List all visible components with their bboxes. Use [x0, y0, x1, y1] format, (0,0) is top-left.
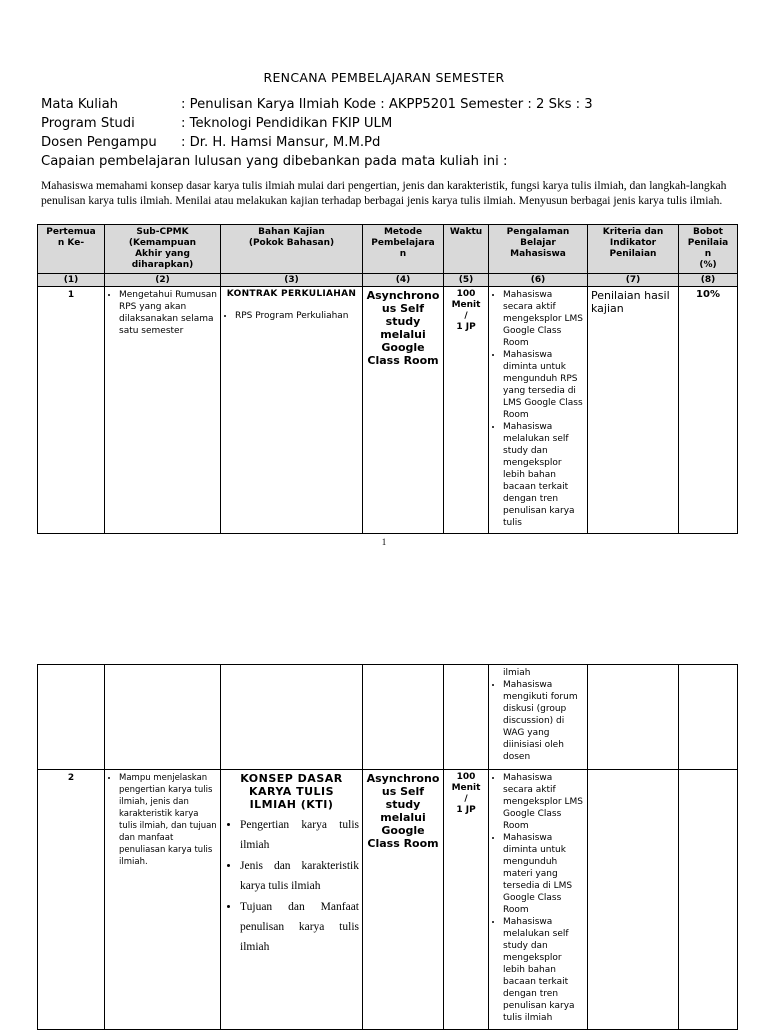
topic-heading: KONTRAK PERKULIAHAN: [226, 289, 357, 299]
list-item: • Mahasiswa diminta untuk mengunduh RPS yang tersedia di LMS Google Class Room: [503, 349, 584, 421]
kriteria-cell: Penilaian hasil kajian: [588, 287, 679, 534]
header-pertemuan: Pertemua n Ke-: [38, 225, 105, 274]
header-bobot: Bobot Penilaia n (%): [679, 225, 738, 274]
pengalaman-cell: [489, 770, 588, 1030]
list-item: • Tujuan dan Manfaat penulisan karya tulis ilmiah: [240, 897, 359, 957]
list-item: • Mengetahui Rumusan RPS yang akan dilaksanakan selama satu semester: [119, 289, 217, 337]
sub-cpmk-cell: [105, 287, 221, 534]
list-item: • RPS Program Perkuliahan: [235, 310, 359, 322]
topic-heading: KONSEP DASAR KARYA TULIS ILMIAH (KTI): [240, 772, 343, 811]
column-number: (6): [489, 274, 588, 287]
learning-outcome-heading: Capaian pembelajaran lulusan yang dibebankan pada mata kuliah ini :: [41, 154, 508, 169]
rps-table: [37, 224, 738, 534]
column-number-row: [38, 274, 738, 287]
pengalaman-cell: [489, 665, 588, 770]
column-number: (8): [679, 274, 738, 287]
column-number: (1): [38, 274, 105, 287]
pengalaman-cell: [489, 287, 588, 534]
table-row: [38, 665, 738, 770]
meeting-number: 1: [38, 287, 105, 534]
table-row: [38, 287, 738, 534]
continued-text: ilmiah: [503, 668, 531, 678]
rps-table-continued: [37, 664, 738, 1030]
header-metode: Metode Pembelajara n: [363, 225, 444, 274]
bobot-cell: [679, 770, 738, 1030]
course-value: : Penulisan Karya Ilmiah Kode : AKPP5201 Semester : 2 Sks : 3: [181, 97, 593, 112]
list-item: • Jenis dan karakteristik karya tulis ilmiah: [240, 856, 359, 896]
list-item: • Mahasiswa diminta untuk mengunduh materi yang tersedia di LMS Google Class Room: [503, 832, 584, 916]
header-bahan-kajian: Bahan Kajian (Pokok Bahasan): [221, 225, 363, 274]
metode-cell: Asynchrono us Self study melalui Google Class Room: [363, 770, 444, 1030]
metode-cell: Asynchrono us Self study melalui Google Class Room: [363, 287, 444, 534]
waktu-cell: 100 Menit / 1 JP: [444, 770, 489, 1030]
waktu-cell: 100 Menit / 1 JP: [444, 287, 489, 534]
list-item: • Pengertian karya tulis ilmiah: [240, 815, 359, 855]
list-item: • Mahasiswa secara aktif mengeksplor LMS Google Class Room: [503, 772, 584, 832]
bahan-kajian-cell: [221, 287, 363, 534]
list-item: • Mahasiswa secara aktif mengeksplor LMS Google Class Room: [503, 289, 584, 349]
page-2: [0, 556, 768, 1024]
program-row: [41, 115, 392, 133]
column-number: (7): [588, 274, 679, 287]
kriteria-cell: [588, 770, 679, 1030]
bobot-cell: 10%: [679, 287, 738, 534]
list-item: • Mahasiswa melalukan self study dan mengeksplor lebih bahan bacaan terkait dengan tren penulisan karya tulis: [503, 421, 584, 529]
document-title: RENCANA PEMBELAJARAN SEMESTER: [263, 70, 505, 85]
sub-cpmk-cell: [105, 770, 221, 1030]
lecturer-value: : Dr. H. Hamsi Mansur, M.M.Pd: [181, 135, 381, 150]
table-header-row: [38, 225, 738, 274]
page-number: 1: [381, 537, 387, 547]
table-row: [38, 770, 738, 1030]
column-number: (2): [105, 274, 221, 287]
learning-outcome-text: Mahasiswa memahami konsep dasar karya tulis ilmiah mulai dari pengertian, jenis dan karakteristik, fungsi karya tulis ilmiah, dan langkah-langkah penulisan karya tulis ilmiah. Menilai atau melakukan kajian terhadap berbagai jenis karya tulis ilmiah. Menyusun berbagai jenis karya tulis ilmiah.: [41, 179, 727, 207]
list-item: • Mahasiswa melalukan self study dan mengeksplor lebih bahan bacaan terkait dengan tren penulisan karya tulis ilmiah: [503, 916, 584, 1024]
list-item: • Mampu menjelaskan pengertian karya tulis ilmiah, jenis dan karakteristik karya tulis ilmiah, dan tujuan dan manfaat penuliasan karya tulis ilmiah.: [119, 772, 217, 868]
header-kriteria: Kriteria dan Indikator Penilaian: [588, 225, 679, 274]
column-number: (3): [221, 274, 363, 287]
header-pengalaman: Pengalaman Belajar Mahasiswa: [489, 225, 588, 274]
lecturer-label: Dosen Pengampu: [41, 135, 157, 150]
column-number: (5): [444, 274, 489, 287]
bahan-kajian-cell: [221, 770, 363, 1030]
program-label: Program Studi: [41, 116, 135, 131]
course-row: [41, 96, 593, 114]
course-label: Mata Kuliah: [41, 97, 119, 112]
header-sub-cpmk: Sub-CPMK (Kemampuan Akhir yang diharapkan): [105, 225, 221, 274]
program-value: : Teknologi Pendidikan FKIP ULM: [181, 116, 393, 131]
column-number: (4): [363, 274, 444, 287]
lecturer-row: [41, 134, 380, 152]
header-waktu: Waktu: [444, 225, 489, 274]
list-item: • Mahasiswa mengikuti forum diskusi (group discussion) di WAG yang diinisiasi oleh dosen: [503, 679, 584, 763]
meeting-number: 2: [38, 770, 105, 1030]
